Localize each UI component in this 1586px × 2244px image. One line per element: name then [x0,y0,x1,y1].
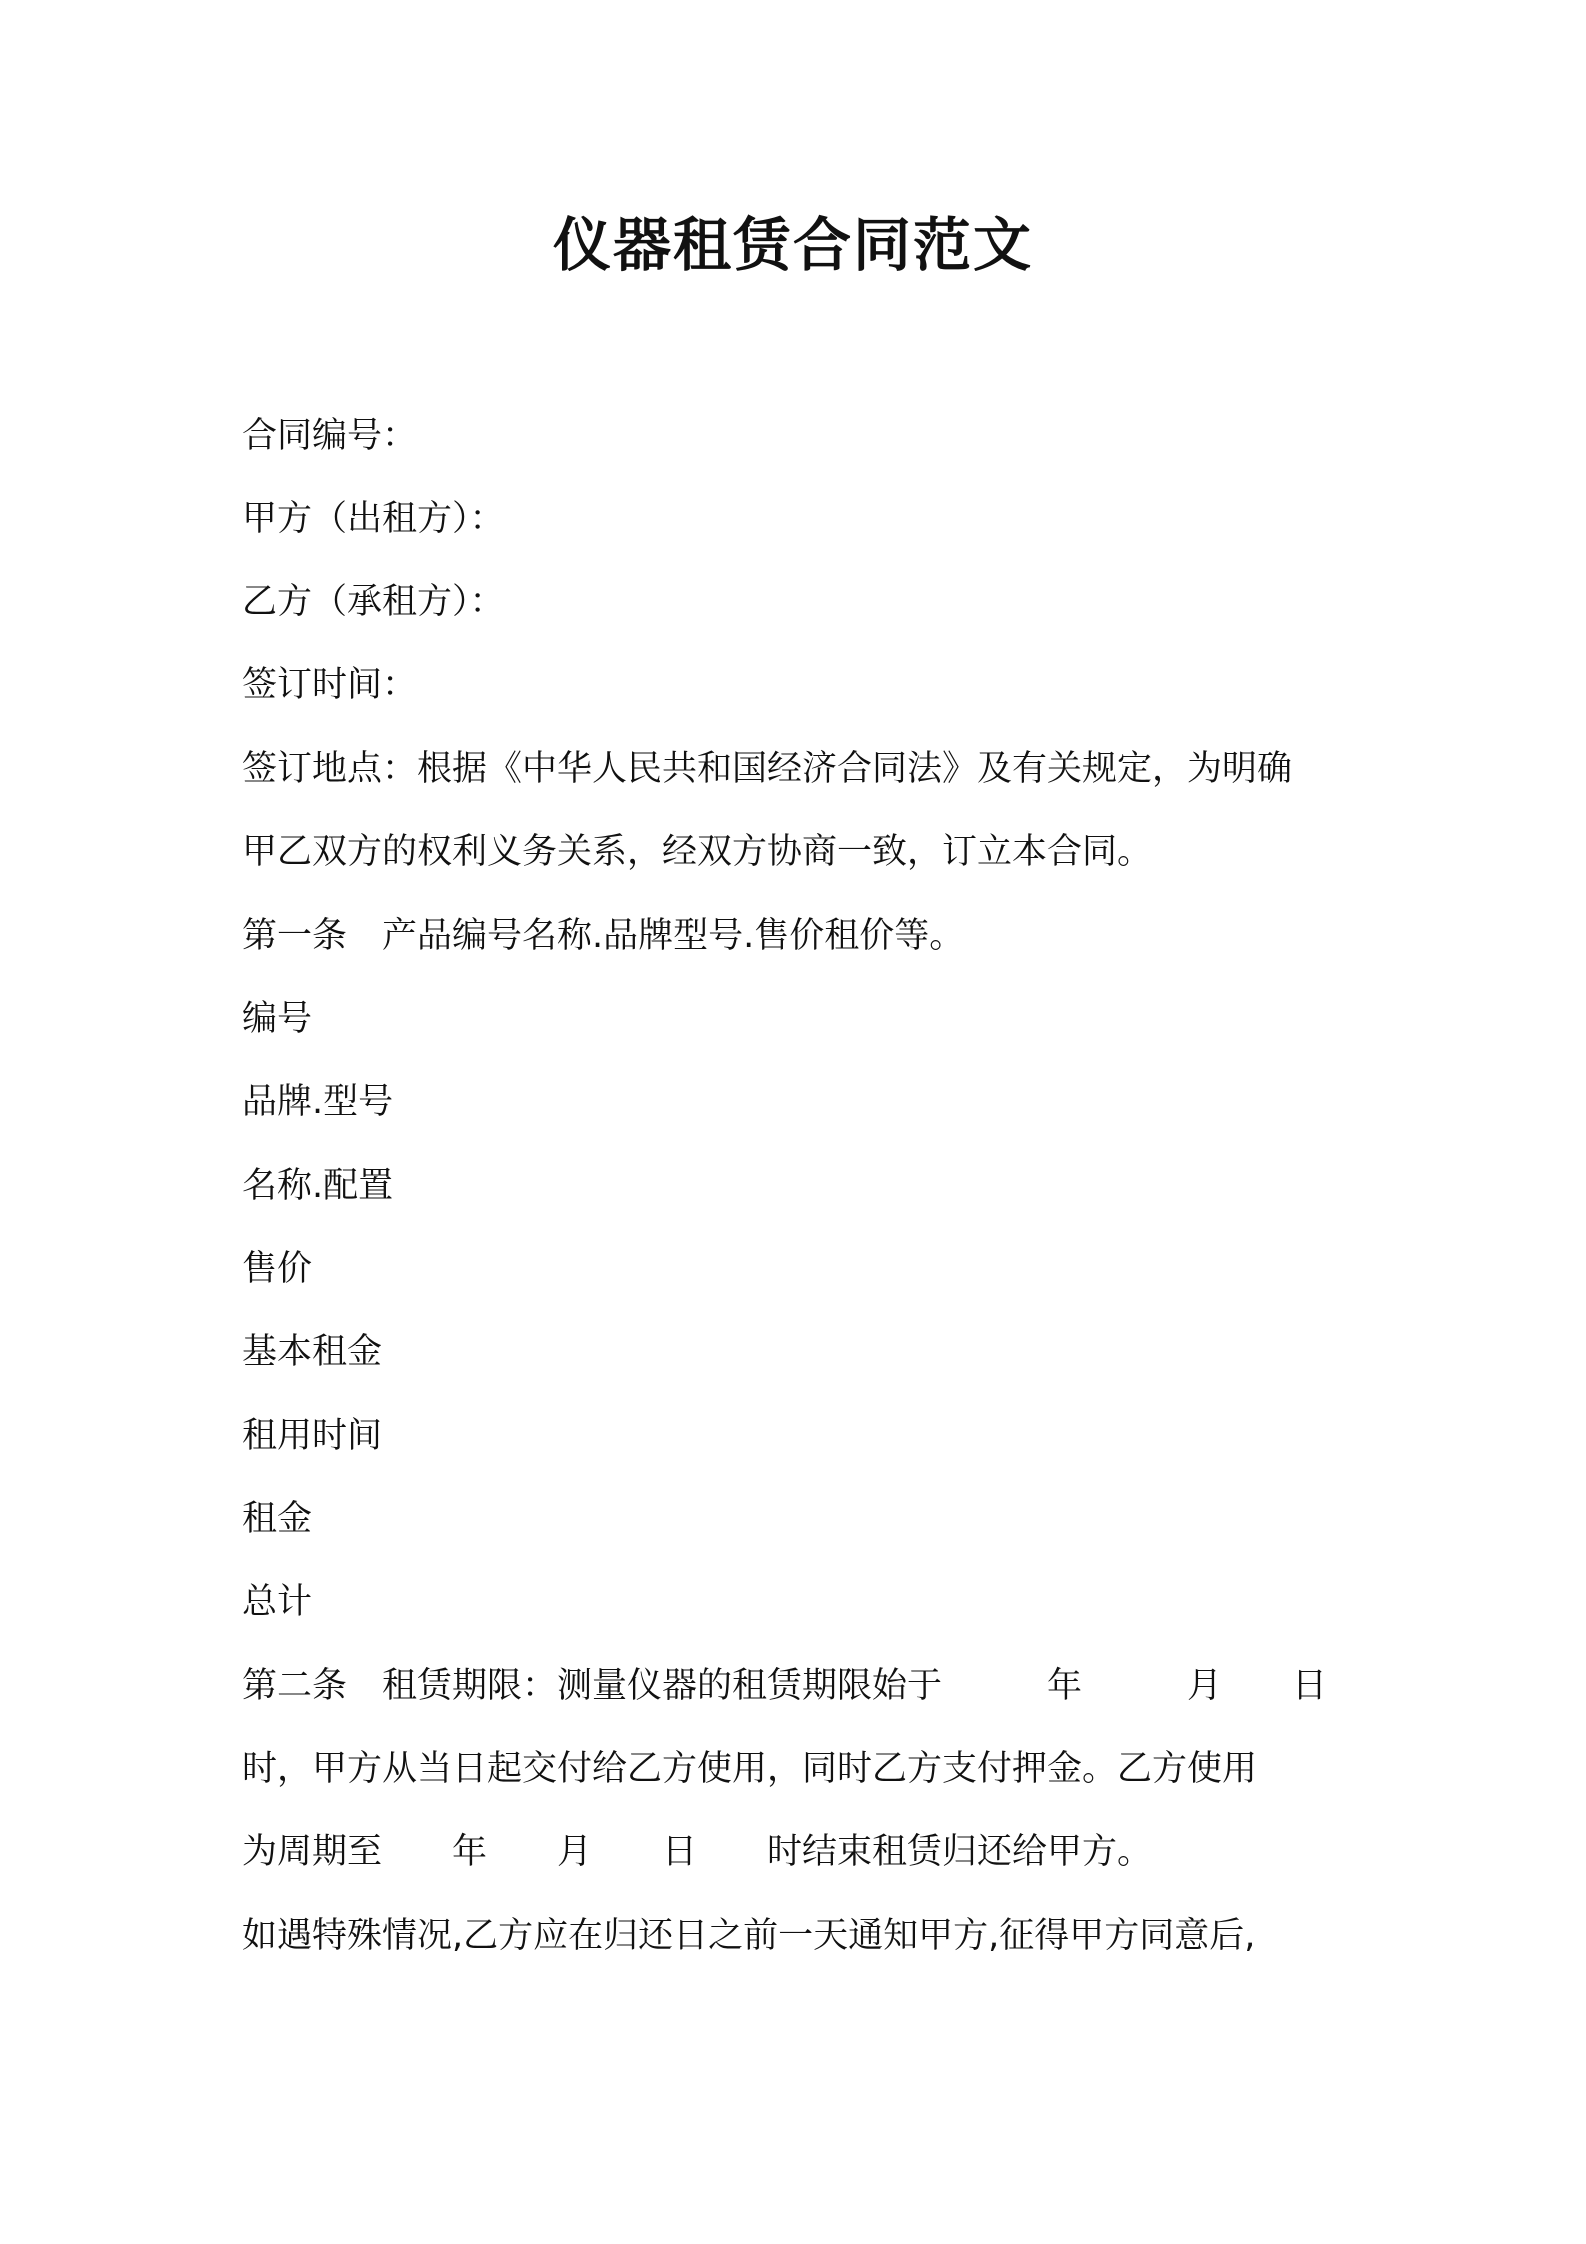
article-two-line-1: 第二条 租赁期限：测量仪器的租赁期限始于 年 月 日 [242,1666,1328,1706]
document-title: 仪器租赁合同范文 [552,211,1033,279]
item-field-rental-time: 租用时间 [242,1416,383,1456]
party-a-label: 甲方（出租方）： [242,499,505,539]
item-field-base-rent: 基本租金 [242,1332,383,1372]
article-two-line-2: 时，甲方从当日起交付给乙方使用，同时乙方支付押金。乙方使用 [242,1749,1258,1789]
party-b-label: 乙方（承租方）： [242,582,505,622]
item-field-name-config: 名称.配置 [242,1166,394,1206]
signing-place-paragraph-line-2: 甲乙双方的权利义务关系，经双方协商一致，订立本合同。 [242,832,1153,872]
item-field-brand-model: 品牌.型号 [242,1082,394,1122]
item-field-total: 总计 [242,1582,313,1622]
signing-place-paragraph-line-1: 签订地点：根据《中华人民共和国经济合同法》及有关规定，为明确 [242,749,1293,789]
signing-time-label: 签订时间： [242,665,418,705]
item-field-price: 售价 [242,1249,313,1289]
special-circumstances-line: 如遇特殊情况,乙方应在归还日之前一天通知甲方,征得甲方同意后, [242,1916,1256,1956]
contract-number-label: 合同编号： [242,416,418,456]
item-field-number: 编号 [242,999,313,1039]
article-one-heading: 第一条 产品编号名称.品牌型号.售价租价等。 [242,916,965,956]
article-two-line-3: 为周期至 年 月 日 时结束租赁归还给甲方。 [242,1832,1153,1872]
item-field-rent: 租金 [242,1499,313,1539]
